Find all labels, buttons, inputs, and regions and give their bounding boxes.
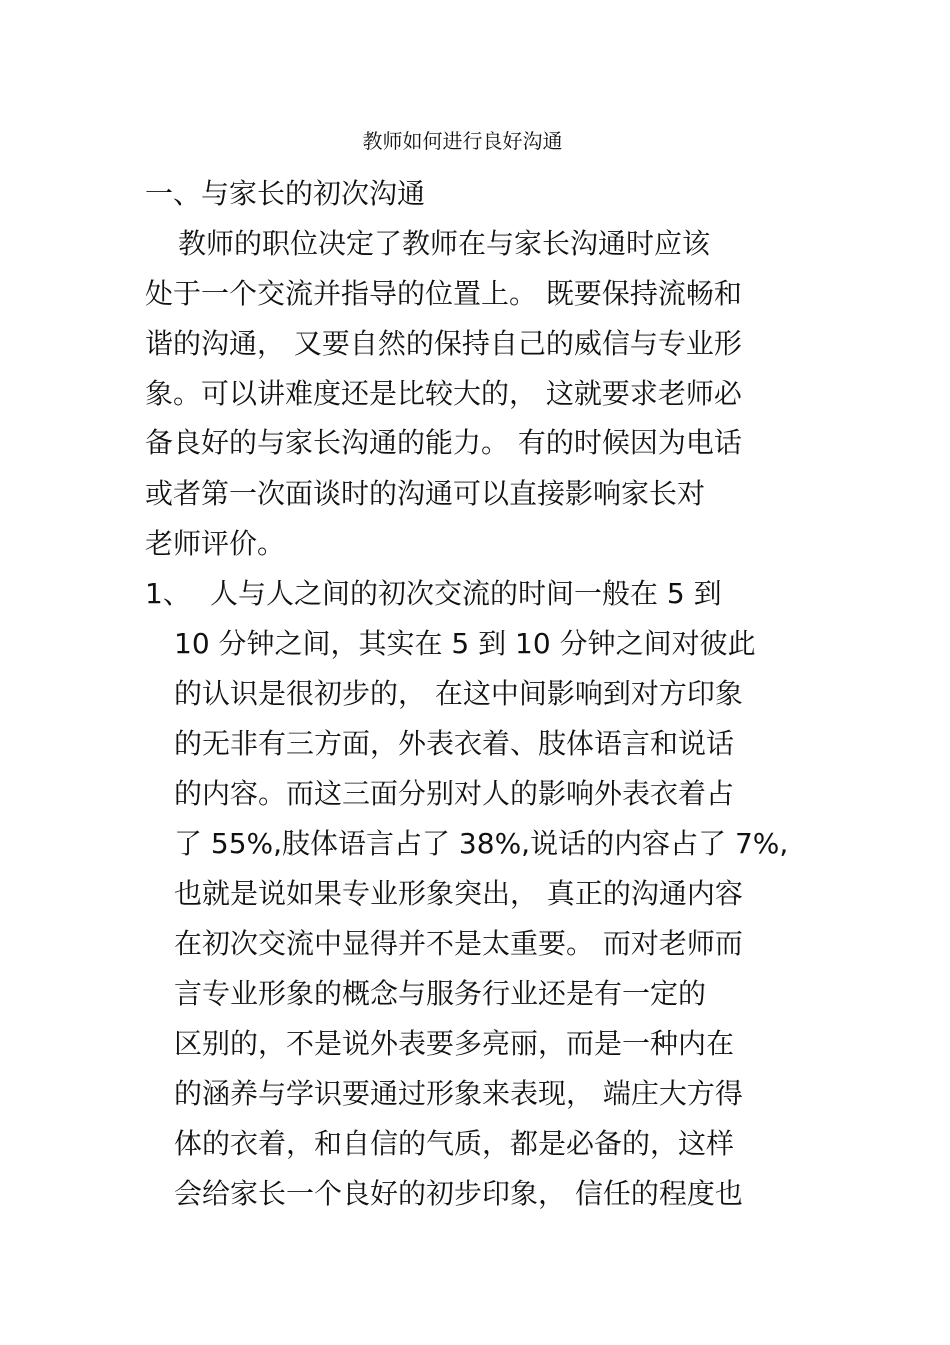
paragraph-line: 象。可以讲难度还是比较大的， 这就要求老师必	[145, 377, 742, 410]
paragraph-line: 或者第一次面谈时的沟通可以直接影响家长对	[145, 477, 706, 510]
list-item-line: 的无非有三方面，外表衣着、肢体语言和说话	[174, 727, 735, 760]
paragraph-line: 教师的职位决定了教师在与家长沟通时应该	[178, 227, 711, 260]
list-item-line: 的涵养与学识要通过形象来表现， 端庄大方得	[174, 1077, 743, 1110]
list-item-line: 言专业形象的概念与服务行业还是有一定的	[174, 977, 707, 1010]
list-item-line: 10 分钟之间，其实在 5 到 10 分钟之间对彼此	[174, 627, 756, 660]
list-item-line: 了 55%,肢体语言占了 38%,说话的内容占了 7%,	[174, 827, 789, 860]
document-title: 教师如何进行良好沟通	[362, 129, 563, 153]
list-item-first-line: 人与人之间的初次交流的时间一般在 5 到	[210, 577, 722, 610]
paragraph-line: 备良好的与家长沟通的能力。 有的时候因为电话	[145, 426, 742, 459]
section-heading: 一、与家长的初次沟通	[145, 177, 426, 210]
list-item-line: 体的衣着，和自信的气质，都是必备的，这样	[174, 1127, 735, 1160]
list-item-line: 也就是说如果专业形象突出， 真正的沟通内容	[174, 877, 743, 910]
paragraph-line: 谐的沟通， 又要自然的保持自己的威信与专业形	[145, 327, 742, 360]
list-item-line: 在初次交流中显得并不是太重要。 而对老师而	[174, 927, 743, 960]
list-item-line: 的内容。而这三面分别对人的影响外表衣着占	[174, 777, 735, 810]
paragraph-line: 处于一个交流并指导的位置上。 既要保持流畅和	[145, 277, 742, 310]
paragraph-line: 老师评价。	[145, 527, 286, 560]
list-marker: 1、	[145, 577, 191, 610]
list-item-line: 区别的，不是说外表要多亮丽，而是一种内在	[174, 1027, 735, 1060]
list-item-line: 会给家长一个良好的初步印象， 信任的程度也	[174, 1177, 743, 1210]
list-item-line: 的认识是很初步的， 在这中间影响到对方印象	[174, 677, 743, 710]
